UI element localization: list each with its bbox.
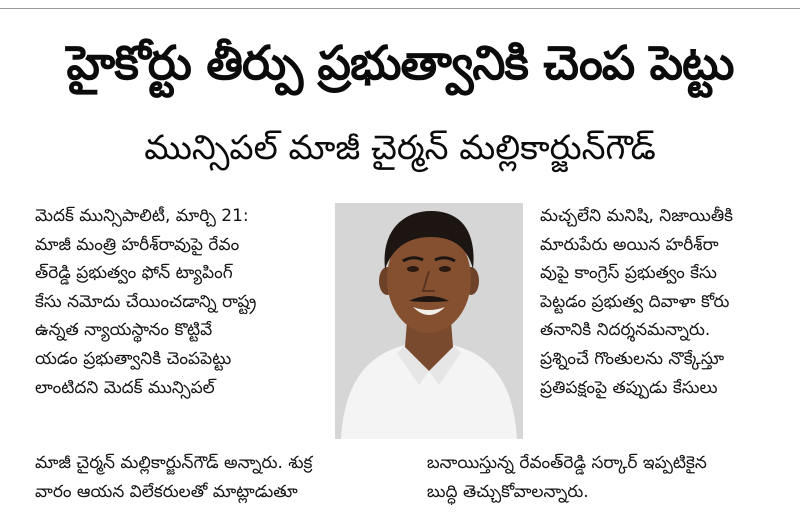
body-line: త్‌రెడ్డి ప్రభుత్వం ఫోన్ ట్యాపింగ్ [35, 263, 233, 284]
article-subheadline: మున్సిపల్ మాజీ చైర్మన్ మల్లికార్జున్‌గౌడ్ [144, 128, 656, 168]
body-line: బుద్ధి తెచ్చుకోవాలన్నారు. [426, 481, 589, 502]
body-line: మారుపేరు అయిన హరీశ్‌రా [540, 234, 719, 255]
body-line: మెదక్ మున్సిపాలిటీ, మార్చి 21: [35, 206, 249, 226]
left-column [35, 202, 332, 402]
top-rule [0, 8, 800, 9]
body-line: యడం ప్రభుత్వానికి చెంపపెట్టు [35, 348, 232, 369]
right-column [540, 202, 780, 402]
body-line: వుపై కాంగ్రెస్ ప్రభుత్వం కేసు [540, 263, 717, 284]
article-headline: హైకోర్టు తీర్పు ప్రభుత్వానికి చెంప పెట్టు [66, 36, 734, 91]
portrait-photo [335, 203, 523, 439]
body-line: వారం ఆయన విలేకరులతో మాట్లాడుతూ [35, 481, 298, 502]
body-line: ఉన్నత న్యాయస్థానం కొట్టివే [35, 320, 213, 341]
bottom-text [35, 449, 780, 506]
body-line: మాజీ చైర్మన్ మల్లికార్జున్‌గౌడ్ అన్నారు. శుక్ర [35, 453, 313, 473]
body-line: తనానికి నిదర్శనమన్నారు. [540, 320, 711, 341]
body-line: పెట్టడం ప్రభుత్వ దివాళా కోరు [540, 291, 730, 312]
body-line: ప్రతిపక్షంపై తప్పుడు కేసులు [540, 377, 718, 398]
body-line: మచ్చలేని మనిషి, నిజాయితీకి [540, 206, 734, 226]
body-line: మాజీ మంత్రి హరీశ్‌రావుపై రేవం [35, 234, 240, 255]
body-line: కేసు నమోదు చేయించడాన్ని రాష్ట్ర [35, 291, 257, 312]
body-line: బనాయిస్తున్న రేవంత్‌రెడ్డి సర్కార్ ఇప్పటికైన [426, 453, 707, 473]
body-line: లాంటిదని మెదక్ మున్సిపల్ [35, 377, 215, 398]
body-line: ప్రశ్నించే గొంతులను నొక్కేస్తూ [540, 348, 725, 369]
